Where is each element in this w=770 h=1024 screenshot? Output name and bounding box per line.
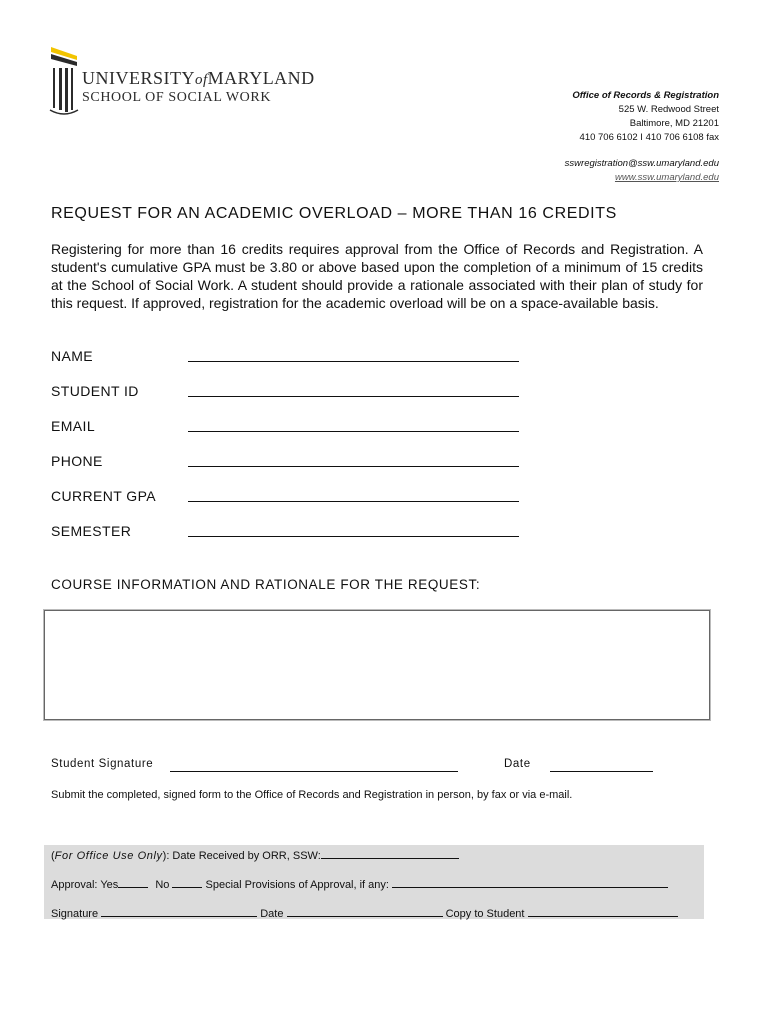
name-field[interactable] [188, 361, 519, 362]
office-title: Office of Records & Registration [572, 90, 719, 101]
office-email[interactable]: sswregistration@ssw.umaryland.edu [564, 158, 719, 169]
form-title: REQUEST FOR AN ACADEMIC OVERLOAD – MORE THAN 16 CREDITS [51, 205, 617, 222]
copy-to-student-field[interactable] [528, 906, 678, 917]
office-signature-label: Signature [51, 908, 99, 920]
office-use-box [44, 845, 704, 919]
office-phones: 410 706 6102 I 410 706 6108 fax [579, 132, 719, 143]
submit-instructions: Submit the completed, signed form to the Office of Records and Registration in person, by fax or via e-mail. [51, 789, 573, 801]
office-contact [565, 89, 719, 185]
office-signature-field[interactable] [101, 906, 257, 917]
phone-label: PHONE [51, 453, 103, 469]
rationale-heading: COURSE INFORMATION AND RATIONALE FOR THE REQUEST: [51, 577, 481, 592]
office-website-link[interactable]: www.ssw.umaryland.edu [614, 172, 719, 183]
university-name: UNIVERSITYofMARYLAND [82, 68, 315, 88]
school-name: SCHOOL OF SOCIAL WORK [82, 90, 272, 105]
special-provisions-label: Special Provisions of Approval, if any: [205, 879, 389, 891]
form-intro: Registering for more than 16 credits requires approval from the Office of Records and Registration. A student's cumulative GPA must be 3.80 or above based upon the completion of a minimum of 15 credits at the School of Social Work. A student should provide a rationale associated with their plan of study for this request. If approved, registration for the academic overload will be on a space-available basis. [51, 241, 703, 311]
office-use-row-3 [51, 906, 678, 920]
dome-icon [48, 44, 80, 116]
office-date-label: Date [260, 908, 284, 920]
phone-field[interactable] [188, 466, 519, 467]
approval-no-label: No [155, 879, 170, 891]
gpa-label: CURRENT GPA [51, 488, 157, 504]
semester-field[interactable] [188, 536, 519, 537]
signature-label: Student Signature [51, 758, 154, 770]
approval-no-field[interactable] [172, 877, 202, 888]
date-received-field[interactable] [321, 848, 459, 859]
office-use-open-paren: ( [51, 850, 55, 862]
name-label: NAME [51, 348, 94, 364]
rationale-textarea[interactable] [44, 610, 710, 720]
office-use-row-2 [51, 877, 668, 891]
email-label: EMAIL [51, 418, 96, 434]
student-id-label: STUDENT ID [51, 383, 139, 399]
signature-field[interactable] [170, 771, 458, 772]
date-received-label: ): Date Received by ORR, SSW: [162, 850, 321, 862]
approval-yes-label: Approval: Yes [51, 879, 119, 891]
special-provisions-field[interactable] [392, 877, 668, 888]
gpa-field[interactable] [188, 501, 519, 502]
date-label: Date [504, 758, 531, 770]
student-id-field[interactable] [188, 396, 519, 397]
office-date-field[interactable] [287, 906, 443, 917]
copy-to-student-label: Copy to Student [445, 908, 525, 920]
semester-label: SEMESTER [51, 523, 132, 539]
university-logo [48, 44, 315, 116]
date-field[interactable] [550, 771, 653, 772]
office-city: Baltimore, MD 21201 [629, 118, 719, 129]
approval-yes-field[interactable] [118, 877, 148, 888]
office-use-label: For Office Use Only [54, 850, 163, 862]
office-use-row-1 [51, 848, 459, 862]
office-street: 525 W. Redwood Street [618, 104, 719, 115]
email-field[interactable] [188, 431, 519, 432]
